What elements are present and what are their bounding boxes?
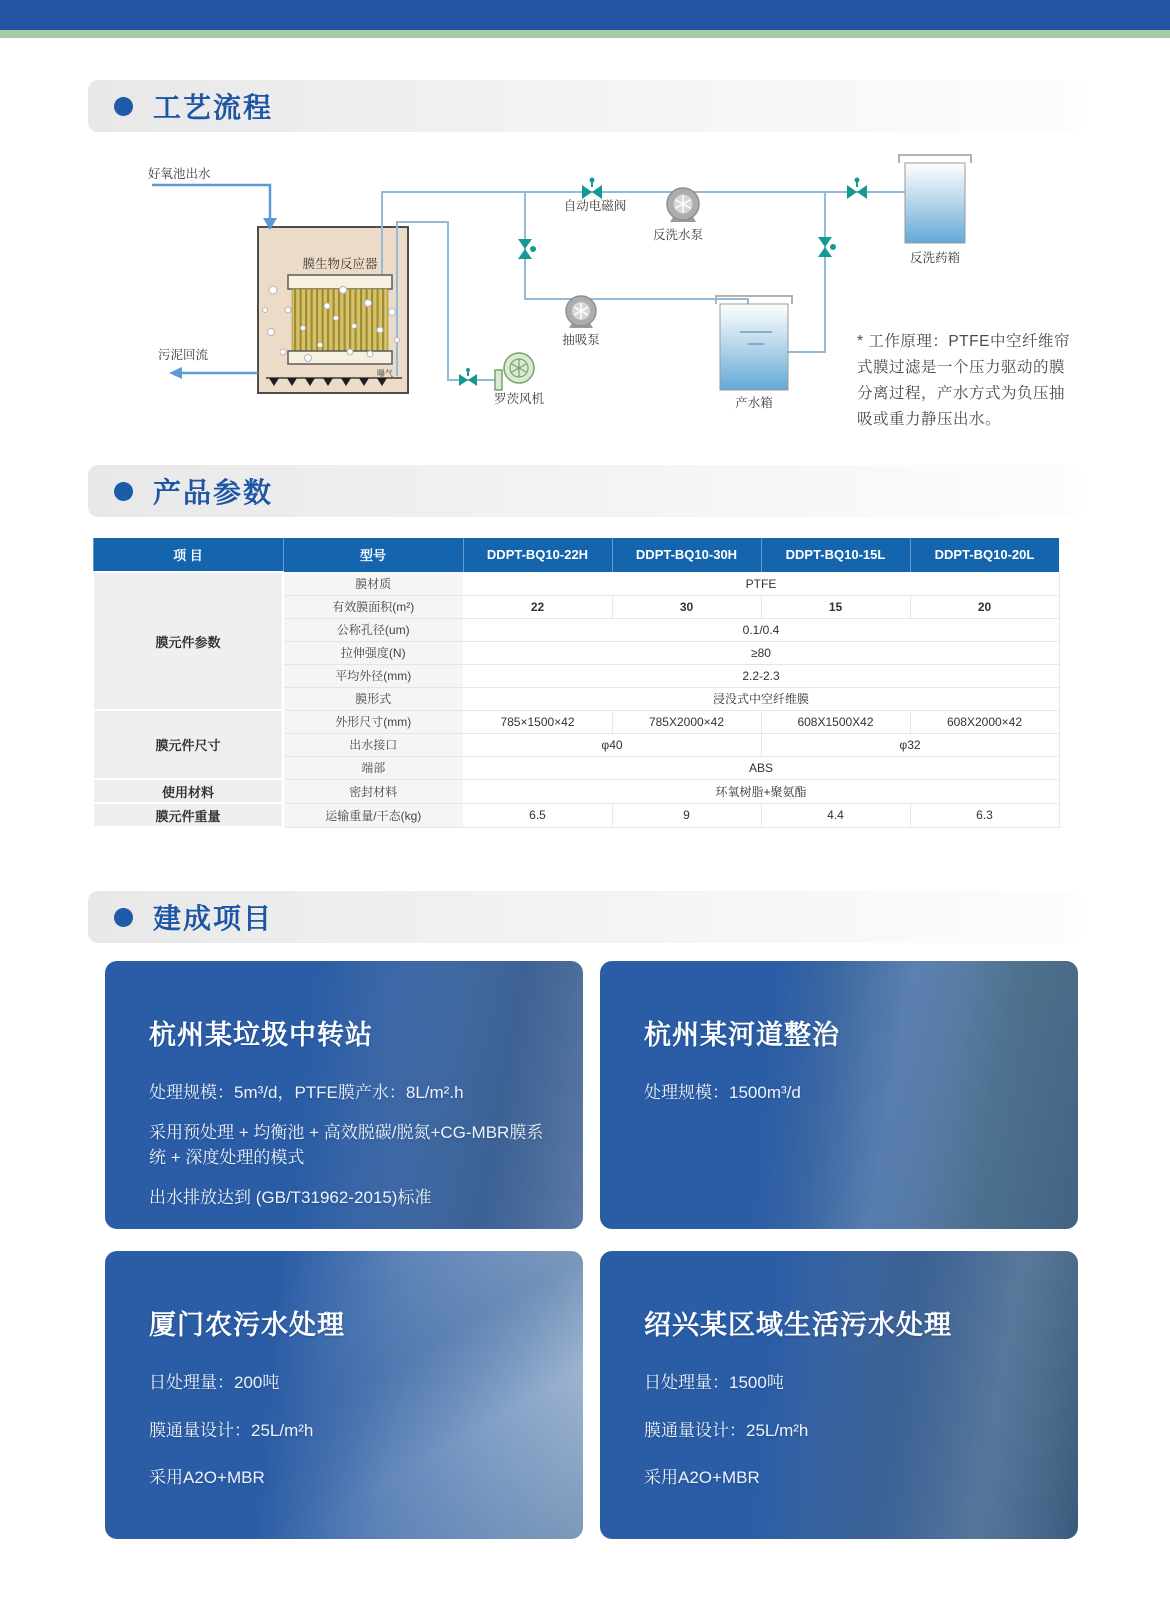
pipe-lines [382,192,905,380]
bullet-dot-icon [114,97,133,116]
bullet-dot-icon [114,482,133,501]
blower-valve-icon [459,368,477,386]
table-value-cell: PTFE [463,572,1059,595]
table-param-cell: 膜形式 [283,687,463,710]
top-green-bar [0,30,1170,38]
param-col-header: DDPT-BQ10-20L [910,538,1059,573]
table-group-cell: 膜元件重量 [93,803,283,827]
project-card-line: 膜通量设计：25L/m²h [149,1420,314,1440]
section-header-projects [88,891,1082,943]
section-title: 产品参数 [153,477,274,508]
table-value-cell: φ40 [463,733,761,756]
table-param-cell: 出水接口 [283,733,463,756]
table-value-cell: 浸没式中空纤维膜 [463,687,1059,710]
section-title: 工艺流程 [153,92,274,123]
project-card-title: 绍兴某区域生活污水处理 [644,1310,952,1340]
table-value-cell: 30 [612,595,761,618]
table-value-cell: 608X1500X42 [761,710,910,733]
project-card-title: 杭州某垃圾中转站 [149,1020,373,1050]
roots-blower-icon [495,353,534,390]
roots-blower-label: 罗茨风机 [493,392,545,406]
table-value-cell: 785X2000×42 [612,710,761,733]
backwash-line-valve-icon [847,178,867,200]
inlet-label: 好氧池出水 [148,167,211,181]
suction-pump-label: 抽吸泵 [562,333,600,347]
project-card-line: 膜通量设计：25L/m²h [644,1420,809,1440]
table-group-cell: 膜元件参数 [93,572,283,710]
project-card-line: 出水排放达到 (GB/T31962-2015)标准 [149,1187,432,1207]
backwash-pump-icon [667,188,699,222]
table-param-cell: 公称孔径(um) [283,618,463,641]
suction-pump-icon [566,296,596,328]
project-card-line: 采用预处理 + 均衡池 + 高效脱碳/脱氮+CG-MBR膜系统 + 深度处理的模式 [149,1122,544,1167]
table-param-cell: 拉伸强度(N) [283,641,463,664]
table-row [93,779,1059,803]
project-card-line: 处理规模：5m³/d，PTFE膜产水：8L/m².h [149,1083,464,1102]
note-line: 分离过程，产水方式为负压抽 [857,385,1066,402]
backwash-tank-label: 反洗药箱 [909,251,961,265]
table-param-cell: 运输重量/干态(kg) [283,803,463,827]
param-col-header: DDPT-BQ10-22H [463,538,612,573]
bullet-dot-icon [114,908,133,927]
projects-grid [105,961,1078,1539]
params-table-head-row [93,538,1059,573]
sludge-return-arrow [169,367,258,379]
table-value-cell: 608X2000×42 [910,710,1059,733]
process-flow-diagram [140,140,1100,445]
table-value-cell: 4.4 [761,803,910,827]
table-row [93,572,1059,595]
project-card-line: 日处理量：200吨 [149,1373,280,1392]
product-branch-valve-icon [818,237,836,257]
inlet-arrow [152,185,277,230]
param-col-header: DDPT-BQ10-30H [612,538,761,573]
table-param-cell: 平均外径(mm) [283,664,463,687]
table-value-cell: 15 [761,595,910,618]
table-value-cell: 20 [910,595,1059,618]
table-value-cell: 785×1500×42 [463,710,612,733]
table-param-cell: 外形尺寸(mm) [283,710,463,733]
project-card-line: 采用A2O+MBR [644,1468,760,1487]
suction-branch-valve-icon [518,239,536,259]
project-card-line: 日处理量：1500吨 [644,1373,784,1392]
working-principle-note [857,332,1070,428]
project-card [600,961,1078,1229]
section-title: 建成项目 [153,903,274,934]
param-col-header: DDPT-BQ10-15L [761,538,910,573]
reactor-label: 膜生物反应器 [302,257,378,271]
top-blue-bar [0,0,1170,30]
product-tank-label: 产水箱 [735,396,773,410]
table-value-cell: 0.1/0.4 [463,618,1059,641]
aeration-label: 曝气 [377,369,393,378]
section-header-params [88,465,1082,517]
sludge-return-label: 污泥回流 [158,348,209,362]
table-row [93,710,1059,733]
backwash-pump-label: 反洗水泵 [652,228,704,242]
table-value-cell: ABS [463,756,1059,779]
project-card-title: 厦门农污水处理 [149,1310,345,1340]
params-table-body [93,572,1059,827]
table-value-cell: 6.3 [910,803,1059,827]
process-flow-svg [140,140,1100,445]
table-value-cell: φ32 [761,733,1059,756]
product-water-tank [716,296,792,390]
table-value-cell: 6.5 [463,803,612,827]
backwash-chemical-tank [899,155,971,243]
note-line: 式膜过滤是一个压力驱动的膜 [857,359,1066,376]
table-param-cell: 有效膜面积(m²) [283,595,463,618]
param-col-header: 型号 [283,538,463,573]
project-card-line: 采用A2O+MBR [149,1468,265,1487]
section-header-process [88,80,1082,132]
table-param-cell: 端部 [283,756,463,779]
table-group-cell: 膜元件尺寸 [93,710,283,779]
table-row [93,803,1059,827]
table-value-cell: 2.2-2.3 [463,664,1059,687]
solenoid-valve-icon [582,178,602,200]
project-card [600,1251,1078,1539]
project-card [105,1251,583,1539]
project-card [105,961,583,1229]
note-line: * 工作原理：PTFE中空纤维帘 [857,333,1070,350]
table-value-cell: ≥80 [463,641,1059,664]
table-param-cell: 密封材料 [283,779,463,803]
project-card-title: 杭州某河道整治 [644,1020,840,1050]
params-table [92,537,1060,828]
table-value-cell: 环氧树脂+聚氨酯 [463,779,1059,803]
params-table-wrap [92,537,1058,828]
solenoid-valve-label: 自动电磁阀 [563,199,627,213]
table-value-cell: 9 [612,803,761,827]
note-line: 吸或重力静压出水。 [857,411,1002,428]
table-group-cell: 使用材料 [93,779,283,803]
param-col-header: 项 目 [93,538,283,573]
table-value-cell: 22 [463,595,612,618]
project-card-line: 处理规模：1500m³/d [644,1083,801,1102]
table-param-cell: 膜材质 [283,572,463,595]
